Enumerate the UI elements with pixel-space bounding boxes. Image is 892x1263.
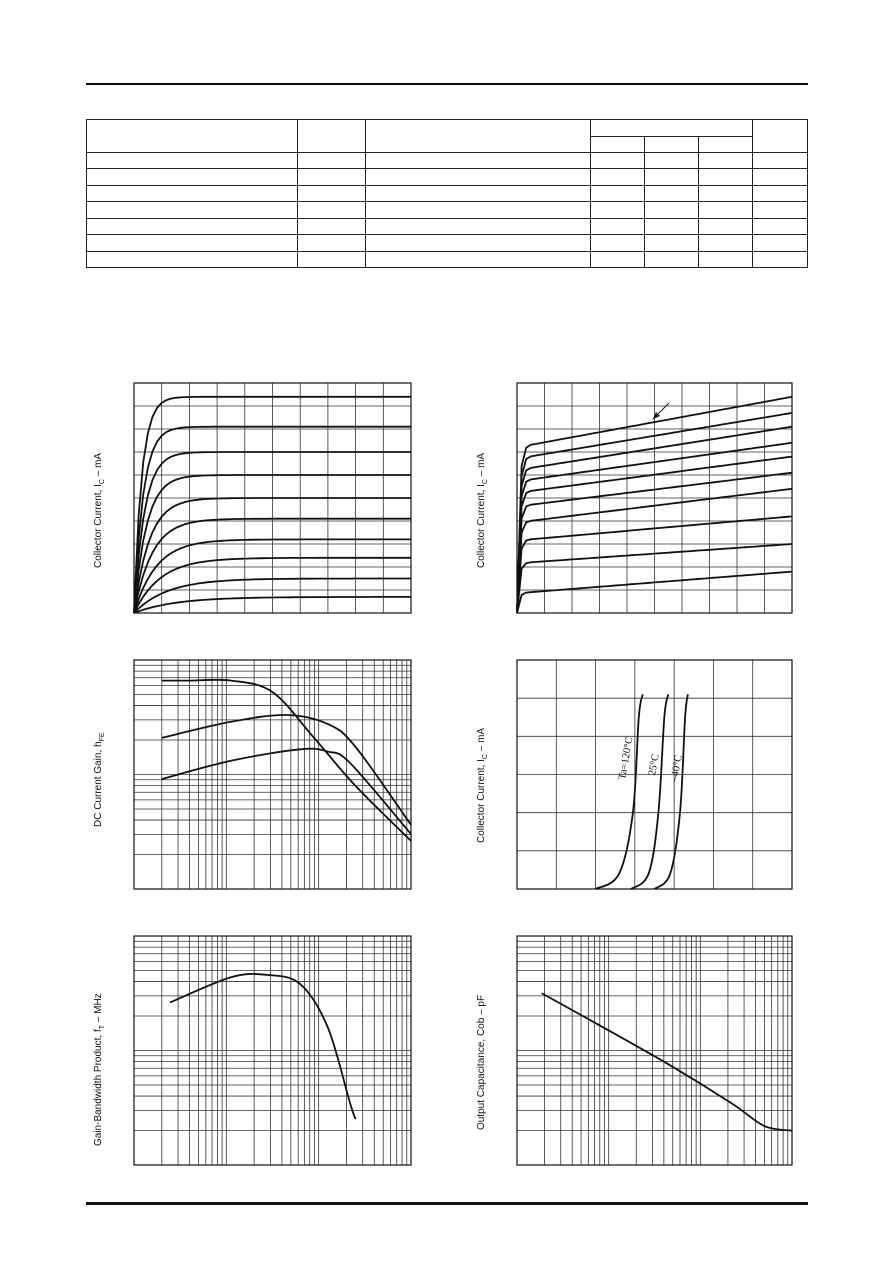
series-line [162,680,411,841]
chart-plot-area [517,936,792,1165]
series-line [162,715,411,825]
table-header-row [87,120,808,137]
series-line [162,749,411,834]
electrical-characteristics-table [86,119,808,268]
table-row [87,153,808,169]
y-axis-label: Gain-Bandwidth Product, $f_T$ – MHz [93,993,106,1146]
chart-plot-area [517,660,792,889]
table-header-cell [645,137,699,153]
table-header-cell [298,120,366,153]
table-header-cell [87,120,298,153]
series-line [631,694,668,889]
table-header-cell [591,120,753,137]
chart-hfe-ic [134,660,411,889]
y-axis-label: Collector Current, $I_C$ – mA [93,452,106,568]
y-axis-label: Collector Current, $I_C$ – mA [476,727,489,843]
header-rule [86,83,808,85]
table-row [87,235,808,251]
chart-plot-area [134,383,411,613]
table-row [87,251,808,267]
y-axis-label: Output Capacitance, Cob – pF [476,994,487,1130]
table-header-cell [366,120,591,153]
chart-cob-vcb [517,936,792,1165]
series-line [596,694,643,889]
table-header-cell [699,137,753,153]
curve-label: 25°C [647,753,662,777]
table-row [87,169,808,185]
chart-plot-area [134,660,411,889]
chart-ic-vbe [517,660,792,889]
table-row [87,202,808,218]
table-header-cell [753,120,808,153]
y-axis-label: Collector Current, $I_C$ – mA [476,452,489,568]
table-row [87,185,808,201]
table-header-cell [591,137,645,153]
y-axis-label: DC Current Gain, $h_{FE}$ [93,732,106,827]
chart-plot-area [134,936,411,1165]
curve-label: –40°C [669,754,685,783]
table-row [87,218,808,234]
footer-rule [86,1202,808,1205]
chart-ic-vce-2 [517,383,792,613]
curve-label: Ta=120°C [617,736,636,781]
chart-ft-ic [134,936,411,1165]
chart-ic-vce-1 [134,383,411,613]
chart-plot-area [517,383,792,613]
